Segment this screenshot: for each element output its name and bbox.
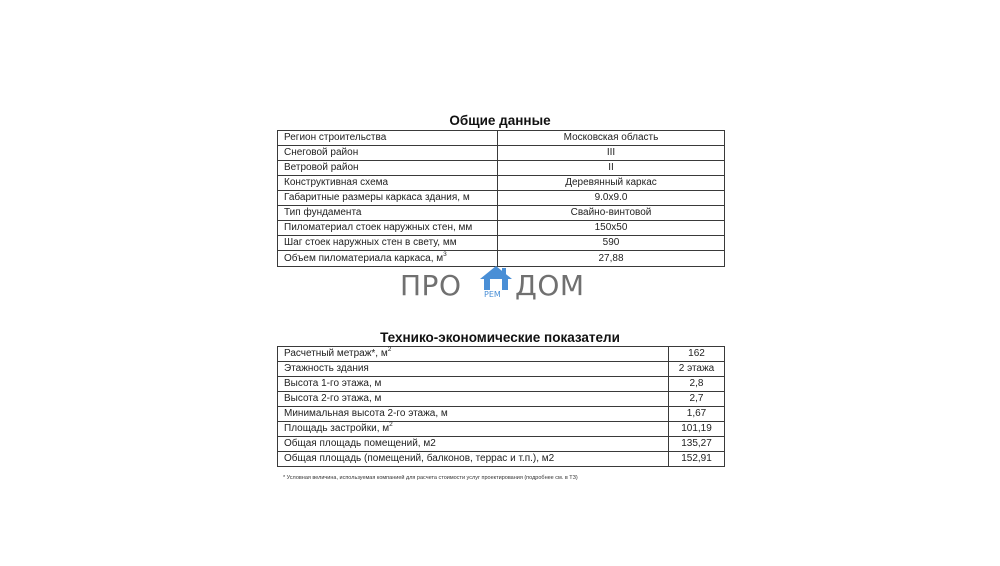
table-row bbox=[278, 452, 725, 467]
row-label: Конструктивная схема bbox=[278, 176, 498, 191]
row-label: Регион строительства bbox=[278, 131, 498, 146]
row-label: Шаг стоек наружных стен в свету, мм bbox=[278, 236, 498, 251]
table-row bbox=[278, 161, 725, 176]
logo-subtext: РЕМ bbox=[484, 290, 501, 299]
row-label-text: Объем пиломатериала каркаса, м bbox=[284, 252, 444, 264]
table-row bbox=[278, 422, 725, 437]
table-row bbox=[278, 377, 725, 392]
row-label: Минимальная высота 2-го этажа, м bbox=[278, 407, 669, 422]
row-value: 9.0x9.0 bbox=[498, 191, 725, 206]
footnote: * Условная величина, используемая компанией для расчета стоимости услуг проектирования (подробнее см. в ТЗ) bbox=[283, 475, 578, 481]
row-label: Этажность здания bbox=[278, 362, 669, 377]
tech-indicators-table bbox=[277, 346, 725, 467]
brand-logo bbox=[398, 263, 603, 303]
general-data-title: Общие данные bbox=[449, 113, 551, 128]
row-value: 2 этажа bbox=[669, 362, 725, 377]
row-label-text: Площадь застройки, м bbox=[284, 423, 390, 434]
tech-indicators-title: Технико-экономические показатели bbox=[380, 330, 620, 345]
table-row bbox=[278, 347, 725, 362]
table-row bbox=[278, 392, 725, 407]
row-value: 150x50 bbox=[498, 221, 725, 236]
row-value: III bbox=[498, 146, 725, 161]
row-label bbox=[278, 347, 669, 362]
row-value: 27,88 bbox=[498, 251, 725, 267]
logo-word-pro: ПРО bbox=[400, 269, 462, 302]
table-row bbox=[278, 131, 725, 146]
row-value: Московская область bbox=[498, 131, 725, 146]
row-value: 152,91 bbox=[669, 452, 725, 467]
unit-superscript: 2 bbox=[389, 421, 393, 428]
table-row bbox=[278, 407, 725, 422]
table-row bbox=[278, 146, 725, 161]
row-label: Общая площадь помещений, м2 bbox=[278, 437, 669, 452]
row-value: Деревянный каркас bbox=[498, 176, 725, 191]
row-value: 1,67 bbox=[669, 407, 725, 422]
unit-superscript: 2 bbox=[387, 346, 392, 353]
row-label: Габаритные размеры каркаса здания, м bbox=[278, 191, 498, 206]
row-label: Тип фундамента bbox=[278, 206, 498, 221]
table-row bbox=[278, 206, 725, 221]
table-row bbox=[278, 221, 725, 236]
row-value: 162 bbox=[669, 347, 725, 362]
row-label-text: Расчетный метраж*, м bbox=[284, 348, 388, 359]
row-label: Снеговой район bbox=[278, 146, 498, 161]
row-value: 101,19 bbox=[669, 422, 725, 437]
house-icon bbox=[479, 265, 513, 291]
row-label: Ветровой район bbox=[278, 161, 498, 176]
row-value: 135,27 bbox=[669, 437, 725, 452]
row-value: II bbox=[498, 161, 725, 176]
row-label: Высота 2-го этажа, м bbox=[278, 392, 669, 407]
row-value: 2,8 bbox=[669, 377, 725, 392]
row-value: Свайно-винтовой bbox=[498, 206, 725, 221]
row-value: 2,7 bbox=[669, 392, 725, 407]
row-label: Пиломатериал стоек наружных стен, мм bbox=[278, 221, 498, 236]
unit-superscript: 3 bbox=[443, 250, 447, 258]
table-row bbox=[278, 437, 725, 452]
row-label: Общая площадь (помещений, балконов, террас и т.п.), м2 bbox=[278, 452, 669, 467]
logo-word-dom: ДОМ bbox=[515, 269, 585, 302]
row-label: Высота 1-го этажа, м bbox=[278, 377, 669, 392]
table-row bbox=[278, 362, 725, 377]
table-row bbox=[278, 191, 725, 206]
general-data-table bbox=[277, 130, 725, 267]
row-value: 590 bbox=[498, 236, 725, 251]
row-label bbox=[278, 422, 669, 437]
table-row bbox=[278, 236, 725, 251]
table-row bbox=[278, 176, 725, 191]
